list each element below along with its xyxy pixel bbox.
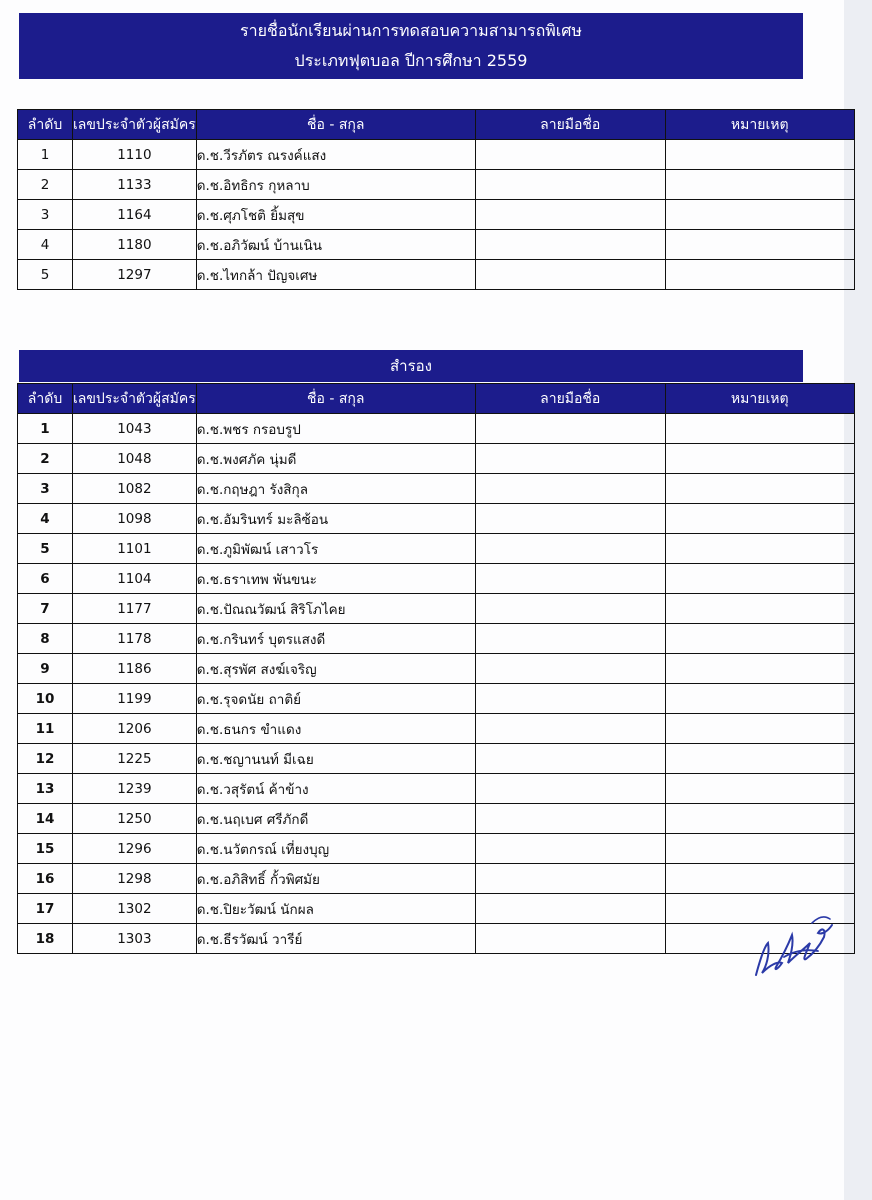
- handwritten-signature: [748, 905, 838, 985]
- table-row: [18, 200, 855, 230]
- row-signature-cell: [475, 534, 665, 564]
- row-order: 7: [18, 594, 73, 624]
- row-order: 4: [18, 504, 73, 534]
- reserve-students-table: [17, 383, 855, 954]
- row-name: ด.ช.วสุรัตน์ ค้าข้าง: [196, 774, 475, 804]
- row-name: ด.ช.ธีรวัฒน์ วารีย์: [196, 924, 475, 954]
- row-order: 2: [18, 444, 73, 474]
- row-name: ด.ช.ภูมิพัฒน์ เสาวโร: [196, 534, 475, 564]
- row-applicant-no: 1199: [73, 684, 197, 714]
- row-applicant-no: 1206: [73, 714, 197, 744]
- row-remark-cell: [665, 230, 854, 260]
- header-order: ลำดับ: [18, 110, 73, 140]
- row-name: ด.ช.ปิยะวัฒน์ นักผล: [196, 894, 475, 924]
- table-row: [18, 504, 855, 534]
- header-remark: หมายเหตุ: [665, 110, 854, 140]
- row-name: ด.ช.อภิวัฒน์ บ้านเนิน: [196, 230, 475, 260]
- row-remark-cell: [665, 714, 854, 744]
- table-row: [18, 864, 855, 894]
- row-name: ด.ช.รุจดนัย ถาติย์: [196, 684, 475, 714]
- row-name: ด.ช.ปัณณวัฒน์ สิริโภไคย: [196, 594, 475, 624]
- row-order: 15: [18, 834, 73, 864]
- header-applicant-no: เลขประจำตัวผู้สมัคร: [73, 384, 197, 414]
- row-applicant-no: 1177: [73, 594, 197, 624]
- row-signature-cell: [475, 654, 665, 684]
- table-row: [18, 230, 855, 260]
- row-name: ด.ช.ศุภโชติ ยิ้มสุข: [196, 200, 475, 230]
- header-applicant-no: เลขประจำตัวผู้สมัคร: [73, 110, 197, 140]
- table-header-row: [18, 384, 855, 414]
- row-signature-cell: [475, 804, 665, 834]
- row-signature-cell: [475, 444, 665, 474]
- row-name: ด.ช.นฤเบศ ศรีภักดี: [196, 804, 475, 834]
- table-row: [18, 744, 855, 774]
- row-applicant-no: 1298: [73, 864, 197, 894]
- row-signature-cell: [475, 504, 665, 534]
- row-order: 16: [18, 864, 73, 894]
- row-order: 18: [18, 924, 73, 954]
- row-order: 6: [18, 564, 73, 594]
- table-row: [18, 924, 855, 954]
- row-name: ด.ช.อิทธิกร กุหลาบ: [196, 170, 475, 200]
- row-signature-cell: [475, 684, 665, 714]
- row-name: ด.ช.นวัตกรณ์ เที่ยงบุญ: [196, 834, 475, 864]
- row-remark-cell: [665, 834, 854, 864]
- table-row: [18, 534, 855, 564]
- row-order: 2: [18, 170, 73, 200]
- row-name: ด.ช.สุรพัศ สงฆ์เจริญ: [196, 654, 475, 684]
- table-row: [18, 894, 855, 924]
- row-signature-cell: [475, 140, 665, 170]
- row-signature-cell: [475, 474, 665, 504]
- table-row: [18, 774, 855, 804]
- row-order: 17: [18, 894, 73, 924]
- table-row: [18, 564, 855, 594]
- row-name: ด.ช.วีรภัตร ณรงค์แสง: [196, 140, 475, 170]
- header-signature: ลายมือชื่อ: [475, 110, 665, 140]
- row-applicant-no: 1250: [73, 804, 197, 834]
- table-row: [18, 654, 855, 684]
- row-order: 1: [18, 414, 73, 444]
- row-signature-cell: [475, 864, 665, 894]
- row-applicant-no: 1043: [73, 414, 197, 444]
- row-remark-cell: [665, 804, 854, 834]
- row-remark-cell: [665, 744, 854, 774]
- row-applicant-no: 1178: [73, 624, 197, 654]
- table-row: [18, 260, 855, 290]
- reserve-banner: สำรอง: [19, 350, 803, 382]
- row-name: ด.ช.ชญานนท์ มีเฉย: [196, 744, 475, 774]
- row-name: ด.ช.อภิสิทธิ์ กั้วพิศมัย: [196, 864, 475, 894]
- row-remark-cell: [665, 170, 854, 200]
- row-signature-cell: [475, 744, 665, 774]
- table-row: [18, 594, 855, 624]
- header-order: ลำดับ: [18, 384, 73, 414]
- row-order: 8: [18, 624, 73, 654]
- row-signature-cell: [475, 414, 665, 444]
- row-order: 3: [18, 474, 73, 504]
- row-applicant-no: 1098: [73, 504, 197, 534]
- row-signature-cell: [475, 594, 665, 624]
- row-remark-cell: [665, 504, 854, 534]
- row-name: ด.ช.พชร กรอบรูป: [196, 414, 475, 444]
- table-header-row: [18, 110, 855, 140]
- table-row: [18, 834, 855, 864]
- row-applicant-no: 1296: [73, 834, 197, 864]
- row-order: 5: [18, 534, 73, 564]
- signature-stroke: [756, 925, 832, 975]
- row-remark-cell: [665, 774, 854, 804]
- row-signature-cell: [475, 924, 665, 954]
- row-remark-cell: [665, 260, 854, 290]
- row-signature-cell: [475, 200, 665, 230]
- signature-stroke: [812, 917, 830, 923]
- row-signature-cell: [475, 170, 665, 200]
- table-row: [18, 624, 855, 654]
- table-row: [18, 804, 855, 834]
- row-applicant-no: 1297: [73, 260, 197, 290]
- header-name: ชื่อ - สกุล: [196, 384, 475, 414]
- row-applicant-no: 1104: [73, 564, 197, 594]
- table-row: [18, 414, 855, 444]
- row-applicant-no: 1110: [73, 140, 197, 170]
- row-applicant-no: 1239: [73, 774, 197, 804]
- row-applicant-no: 1164: [73, 200, 197, 230]
- row-order: 10: [18, 684, 73, 714]
- row-signature-cell: [475, 774, 665, 804]
- row-remark-cell: [665, 684, 854, 714]
- row-signature-cell: [475, 834, 665, 864]
- row-order: 11: [18, 714, 73, 744]
- row-applicant-no: 1133: [73, 170, 197, 200]
- title-line-1: รายชื่อนักเรียนผ่านการทดสอบความสามารถพิเศษ: [240, 21, 582, 40]
- row-applicant-no: 1048: [73, 444, 197, 474]
- row-name: ด.ช.กฤษฎา รังสิกุล: [196, 474, 475, 504]
- row-order: 14: [18, 804, 73, 834]
- row-name: ด.ช.ไทกล้า ปัญจเศษ: [196, 260, 475, 290]
- row-applicant-no: 1303: [73, 924, 197, 954]
- row-applicant-no: 1225: [73, 744, 197, 774]
- selected-students-table: [17, 109, 855, 290]
- table-row: [18, 444, 855, 474]
- row-applicant-no: 1186: [73, 654, 197, 684]
- row-applicant-no: 1302: [73, 894, 197, 924]
- row-remark-cell: [665, 624, 854, 654]
- row-applicant-no: 1082: [73, 474, 197, 504]
- header-signature: ลายมือชื่อ: [475, 384, 665, 414]
- row-remark-cell: [665, 444, 854, 474]
- row-order: 3: [18, 200, 73, 230]
- row-order: 13: [18, 774, 73, 804]
- title-banner: [19, 13, 803, 79]
- row-remark-cell: [665, 534, 854, 564]
- row-order: 4: [18, 230, 73, 260]
- row-applicant-no: 1101: [73, 534, 197, 564]
- row-remark-cell: [665, 864, 854, 894]
- row-order: 1: [18, 140, 73, 170]
- table-row: [18, 714, 855, 744]
- row-signature-cell: [475, 714, 665, 744]
- row-remark-cell: [665, 474, 854, 504]
- row-signature-cell: [475, 624, 665, 654]
- row-signature-cell: [475, 260, 665, 290]
- row-order: 5: [18, 260, 73, 290]
- table-row: [18, 170, 855, 200]
- row-order: 12: [18, 744, 73, 774]
- row-remark-cell: [665, 200, 854, 230]
- row-remark-cell: [665, 654, 854, 684]
- row-name: ด.ช.กรินทร์ บุตรแสงดี: [196, 624, 475, 654]
- row-signature-cell: [475, 894, 665, 924]
- header-remark: หมายเหตุ: [665, 384, 854, 414]
- header-name: ชื่อ - สกุล: [196, 110, 475, 140]
- row-signature-cell: [475, 564, 665, 594]
- row-name: ด.ช.ธราเทพ พันขนะ: [196, 564, 475, 594]
- row-applicant-no: 1180: [73, 230, 197, 260]
- row-remark-cell: [665, 564, 854, 594]
- title-line-2: ประเภทฟุตบอล ปีการศึกษา 2559: [294, 51, 528, 70]
- row-name: ด.ช.อัมรินทร์ มะลิซ้อน: [196, 504, 475, 534]
- table-row: [18, 140, 855, 170]
- row-remark-cell: [665, 414, 854, 444]
- row-signature-cell: [475, 230, 665, 260]
- row-remark-cell: [665, 140, 854, 170]
- table-row: [18, 684, 855, 714]
- row-name: ด.ช.ธนกร ขำแดง: [196, 714, 475, 744]
- row-order: 9: [18, 654, 73, 684]
- row-name: ด.ช.พงศภัค นุ่มดี: [196, 444, 475, 474]
- table-row: [18, 474, 855, 504]
- row-remark-cell: [665, 594, 854, 624]
